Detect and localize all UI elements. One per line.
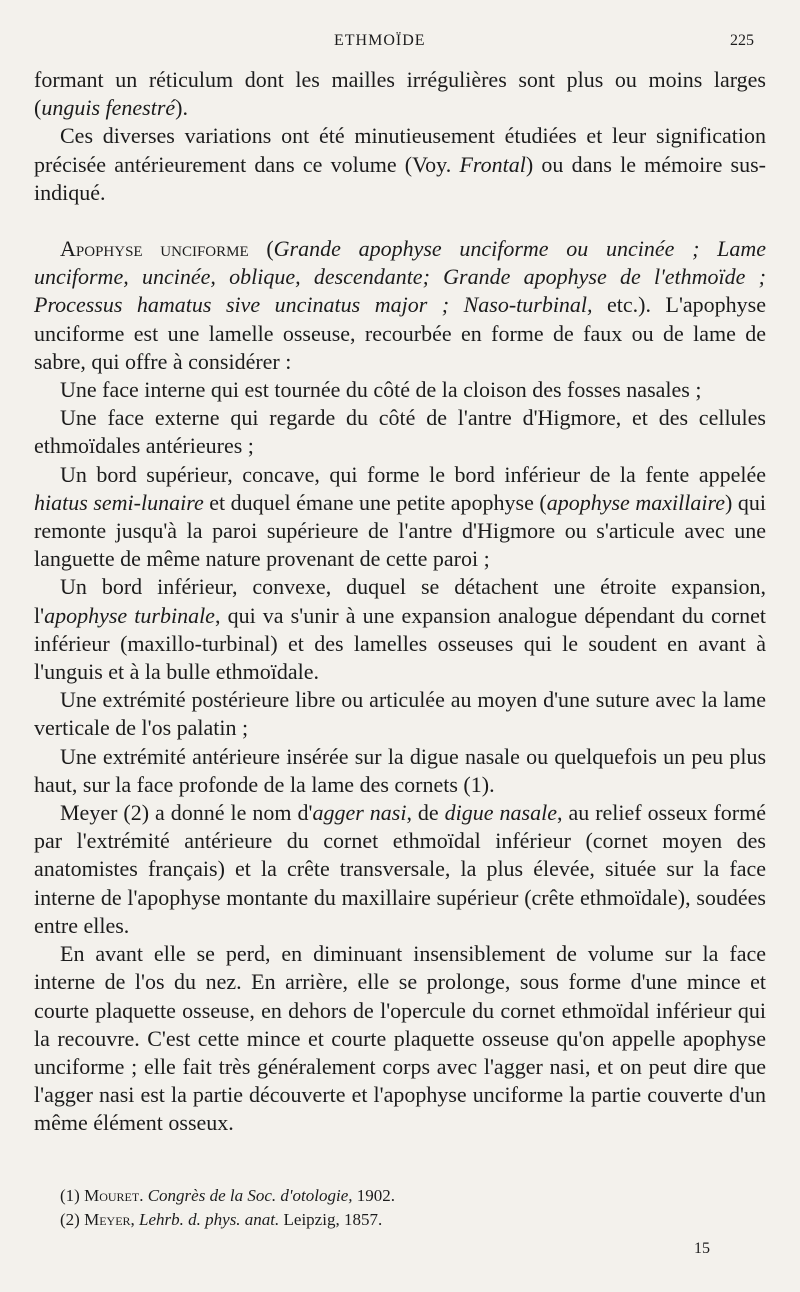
paragraph: Ces diverses variations ont été minutieusement étudiées et leur signification précisée antérieurement dans ce volume (Voy. Frontal) ou dans le mémoire sus-indiqué. bbox=[34, 123, 766, 205]
footnote: (2) Meyer, Lehrb. d. phys. anat. Leipzig, 1857. bbox=[60, 1210, 383, 1229]
paragraph: Une face interne qui est tournée du côté de la cloison des fosses nasales ; bbox=[60, 377, 702, 403]
signature-mark: 15 bbox=[694, 1240, 710, 1257]
paragraph: Meyer (2) a donné le nom d'agger nasi, de digue nasale, au relief osseux formé par l'extrémité antérieure du cornet ethmoïdal inférieur (cornet moyen des anatomistes français) et la crête transversale, la plus élevée, située sur la face interne de l'apophyse montante du maxillaire supérieur (crête ethmoïdale), soudées entre elles. bbox=[34, 800, 767, 938]
paragraph: En avant elle se perd, en diminuant insensiblement de volume sur la face interne de l'os du nez. En arrière, elle se prolonge, sous forme d'une mince et courte plaquette osseuse, en dehors de l'opercule du cornet ethmoïdal inférieur qui la recouvre. C'est cette mince et courte plaquette osseuse qu'on appelle apophyse unciforme ; elle fait très généralement corps avec l'agger nasi, et on peut dire que l'agger nasi est la partie découverte et l'apophyse unciforme la partie couverte d'un même élément osseux. bbox=[34, 941, 766, 1136]
section-paragraph: Apophyse unciforme (Grande apophyse unciforme ou uncinée ; Lame unciforme, uncinée, oblique, descendante; Grande apophyse de l'ethmoïde ; Processus hamatus sive uncinatus major ; Naso-turbinal, etc.). L'apophyse unciforme est une lamelle osseuse, recourbée en forme de faux ou de lame de sabre, qui offre à considérer : bbox=[34, 236, 766, 374]
footnotes bbox=[60, 1184, 760, 1232]
section-heading: Apophyse unciforme bbox=[60, 236, 249, 262]
paragraph: Une extrémité antérieure insérée sur la digue nasale ou quelquefois un peu plus haut, sur la face profonde de la lame des cornets (1). bbox=[34, 743, 766, 797]
running-head bbox=[34, 32, 754, 54]
main-text bbox=[34, 66, 766, 1138]
footnote-author: Mouret. bbox=[84, 1186, 144, 1205]
footnote-author: Meyer, bbox=[84, 1210, 135, 1229]
paragraph: Une face externe qui regarde du côté de l'antre d'Higmore, et des cellules ethmoïdales antérieures ; bbox=[34, 405, 766, 459]
paragraph: Un bord supérieur, concave, qui forme le bord inférieur de la fente appelée hiatus semi-lunaire et duquel émane une petite apophyse (apophyse maxillaire) qui remonte jusqu'à la paroi supérieure de l'antre d'Higmore ou s'articule avec une languette de même nature provenant de cette paroi ; bbox=[34, 461, 766, 572]
running-title: ETHMOÏDE bbox=[334, 32, 426, 49]
paragraph: Un bord inférieur, convexe, duquel se détachent une étroite expansion, l'apophyse turbinale, qui va s'unir à une expansion analogue dépendant du cornet inférieur (maxillo-turbinal) et des lamelles osseuses qui le soudent en avant à l'unguis et à la bulle ethmoïdale. bbox=[34, 574, 766, 685]
footnote: (1) Mouret. Congrès de la Soc. d'otologie, 1902. bbox=[60, 1186, 395, 1205]
page-number: 225 bbox=[730, 32, 754, 49]
paragraph: formant un réticulum dont les mailles irrégulières sont plus ou moins larges (unguis fenestré). bbox=[34, 67, 766, 121]
paragraph: Une extrémité postérieure libre ou articulée au moyen d'une suture avec la lame verticale de l'os palatin ; bbox=[34, 687, 766, 741]
